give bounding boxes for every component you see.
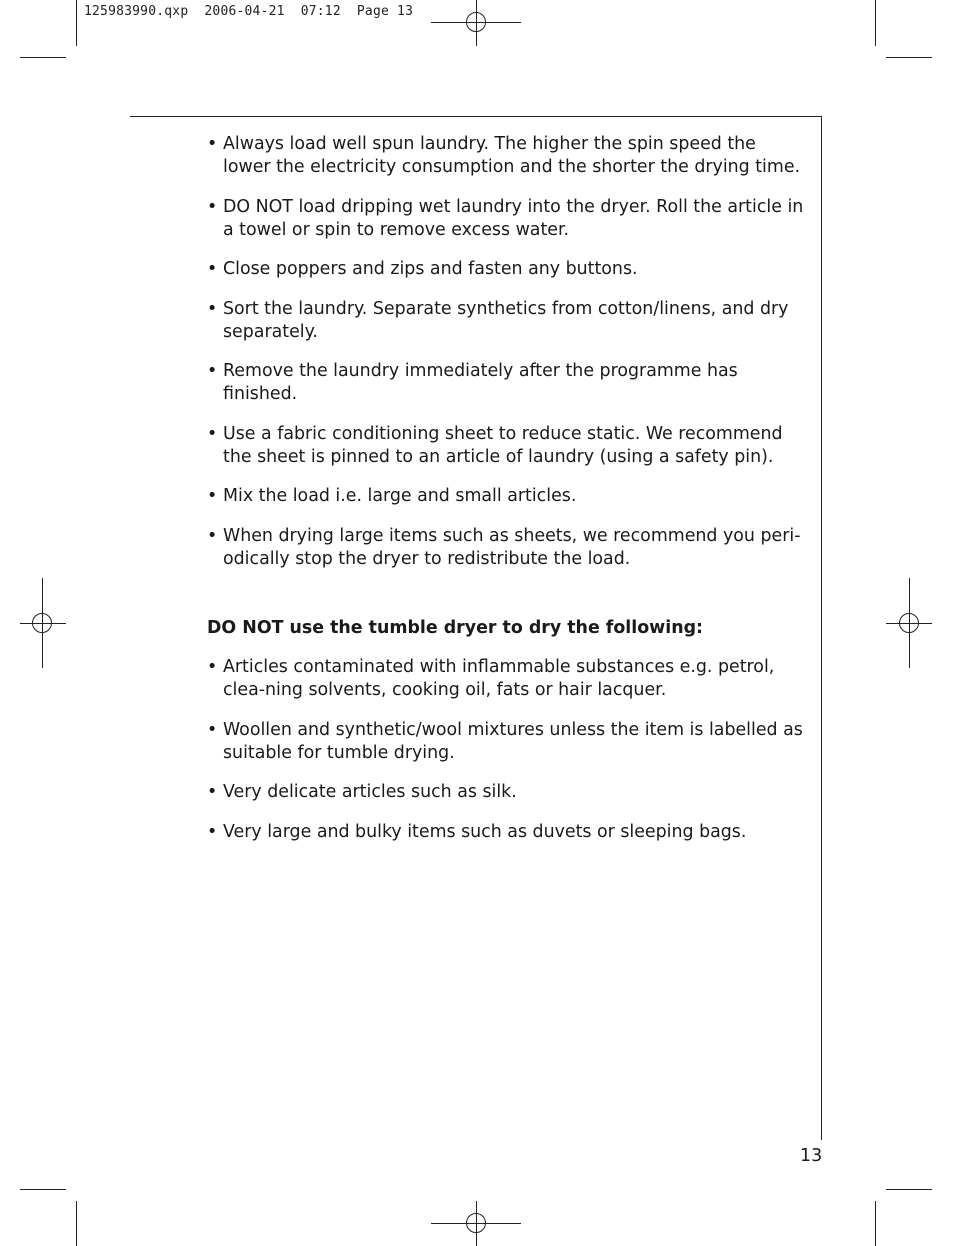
list-item-text: Woollen and synthetic/wool mixtures unless the item is labelled as suitable for tumble drying.: [223, 719, 803, 763]
crop-mark: [886, 57, 932, 58]
list-item: [207, 133, 807, 179]
list-item: [207, 196, 807, 242]
list-item: [207, 781, 807, 804]
list-item: [207, 258, 807, 281]
bullet: •: [207, 719, 218, 740]
crop-mark: [886, 1189, 932, 1190]
list-item-text: Use a fabric conditioning sheet to reduce static. We recommend the sheet is pinned to an article of laundry (using a safety pin).: [223, 423, 783, 467]
bullet: •: [207, 134, 218, 154]
page-number: 13: [800, 1146, 823, 1166]
tips-list: [207, 133, 807, 571]
list-item: [207, 485, 807, 508]
bullet: •: [207, 361, 218, 381]
registration-circle: [466, 1213, 486, 1233]
bullet: •: [207, 259, 218, 279]
bullet: •: [207, 782, 218, 802]
list-item: [207, 298, 807, 344]
bullet: •: [207, 196, 218, 217]
list-item: [207, 821, 807, 844]
bullet: •: [207, 657, 218, 677]
list-item: [207, 360, 807, 406]
bullet: •: [207, 821, 218, 842]
list-item-text: Always load well spun laundry. The higher the spin speed the lower the electricity consumption and the shorter the drying time.: [223, 134, 801, 177]
bullet: •: [207, 486, 218, 506]
list-item: [207, 423, 807, 469]
list-item-text: Sort the laundry. Separate synthetics from cotton/linens, and dry separately.: [223, 298, 789, 342]
list-item: [207, 656, 807, 702]
crop-mark: [76, 0, 77, 46]
print-slug: 125983990.qxp 2006-04-21 07:12 Page 13: [84, 4, 414, 19]
bullet: •: [207, 298, 218, 319]
list-item-text: Remove the laundry immediately after the programme has finished.: [223, 361, 738, 404]
list-item-text: Close poppers and zips and fasten any buttons.: [223, 259, 638, 279]
registration-circle: [899, 613, 919, 633]
registration-circle: [32, 613, 52, 633]
side-rule: [821, 116, 822, 1140]
crop-mark: [20, 57, 66, 58]
list-item: [207, 719, 807, 765]
list-item-text: Very delicate articles such as silk.: [223, 782, 517, 802]
registration-circle: [466, 12, 486, 32]
list-item-text: Very large and bulky items such as duvets or sleeping bags.: [223, 821, 747, 842]
do-not-dry-list: [207, 656, 807, 844]
list-item-text: Articles contaminated with inflammable substances e.g. petrol, clea-ning solvents, cooking oil, fats or hair lacquer.: [223, 657, 775, 700]
bullet: •: [207, 525, 218, 546]
list-item-text: Mix the load i.e. large and small articles.: [223, 486, 577, 506]
list-item: [207, 525, 807, 571]
list-item-text: DO NOT load dripping wet laundry into the dryer. Roll the article in a towel or spin to remove excess water.: [223, 196, 804, 240]
bullet: •: [207, 423, 218, 444]
crop-mark: [76, 1201, 77, 1246]
crop-mark: [875, 0, 876, 46]
crop-mark: [20, 1189, 66, 1190]
crop-mark: [875, 1201, 876, 1246]
section-heading: DO NOT use the tumble dryer to dry the following:: [207, 617, 703, 638]
list-item-text: When drying large items such as sheets, we recommend you peri-odically stop the dryer to redistribute the load.: [223, 525, 801, 569]
main-content: [207, 133, 807, 860]
top-rule: [130, 116, 821, 117]
